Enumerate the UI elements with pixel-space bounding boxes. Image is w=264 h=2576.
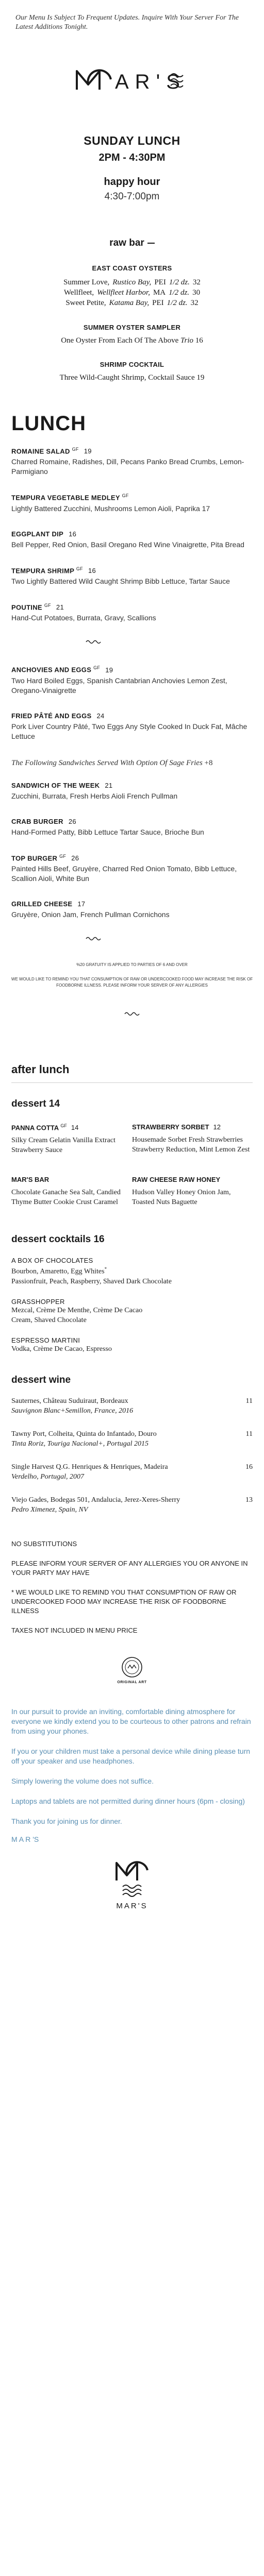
policy-note: NO SUBSTITUTIONS — [11, 1539, 77, 1548]
lunch-group-eggs — [11, 665, 253, 741]
dessert-item — [132, 1176, 253, 1207]
raw-bar-rule — [147, 243, 155, 244]
oyster-half-dozen: 1/2 dz. — [167, 299, 188, 307]
dessert-item — [132, 1123, 253, 1155]
oyster-price: 32 — [190, 299, 199, 307]
footer-logo — [0, 1856, 264, 1912]
lunch-item-title — [11, 493, 253, 501]
dessert-wine-row — [11, 1462, 253, 1482]
dessert-item-name: RAW CHEESE RAW HONEY — [132, 1176, 221, 1184]
dessert-item-price: 14 — [71, 1124, 79, 1132]
dessert-item-price: 12 — [213, 1123, 221, 1131]
lunch-item-price: 21 — [56, 603, 64, 612]
dessert-wine-grape: Pedro Ximenez, Spain, NV — [11, 1505, 88, 1514]
dessert-item-name: STRAWBERRY SORBET — [132, 1123, 209, 1131]
dessert-cocktail-ingredients: Mezcal, Crème De Menthe, Crème De Cacao — [11, 1306, 143, 1314]
sandwich-fries-text: The Following Sandwiches Served With Option Of Sage Fries — [11, 758, 203, 767]
lunch-item — [11, 566, 253, 586]
lunch-item-name: EGGPLANT DIP — [11, 530, 64, 538]
lunch-item-name: TEMPURA SHRIMP — [11, 566, 74, 574]
oyster-row — [0, 287, 264, 298]
lunch-item — [11, 603, 253, 623]
signoff: M A R 'S — [11, 1835, 39, 1843]
lunch-item-name: TEMPURA VEGETABLE MEDLEY — [11, 494, 120, 502]
gratuity-note: %20 GRATUITY IS APPLIED TO PARTIES OF 6 AND OVER — [76, 962, 188, 967]
lunch-item-title — [11, 447, 253, 455]
oyster-sampler-heading: SUMMER OYSTER SAMPLER — [83, 324, 181, 331]
lunch-item-description: Lightly Battered Zucchini, Mushrooms Lemon Aioli, Paprika 17 — [11, 504, 210, 513]
lunch-item-description: Bell Pepper, Red Onion, Basil Oregano Red Wine Vinaigrette, Pita Bread — [11, 540, 244, 549]
dessert-cocktail-name: ESPRESSO MARTINI — [11, 1336, 80, 1344]
lunch-item — [11, 854, 253, 884]
dessert-item-title — [11, 1176, 132, 1183]
dessert-item-description: Housemade Sorbet Fresh Strawberries Strawberry Reduction, Mint Lemon Zest — [132, 1136, 250, 1154]
dining-etiquette-notes — [0, 1707, 264, 1826]
lunch-item-price: 16 — [69, 530, 77, 538]
lunch-item — [11, 900, 253, 920]
dessert-wine-producer: Single Harvest Q.G. Henriques & Henriques, Madeira — [11, 1463, 168, 1471]
gluten-free-badge: GF — [93, 665, 101, 671]
mars-logo — [0, 64, 264, 95]
lunch-item-title — [11, 818, 253, 825]
after-lunch-title: after lunch — [11, 1062, 70, 1076]
footer-brand-name: MAR'S — [116, 1901, 148, 1910]
policy-notes — [0, 1539, 264, 1635]
oyster-name: Wellfleet, — [63, 289, 94, 297]
lunch-item — [11, 530, 253, 550]
wave-divider-icon — [86, 639, 101, 645]
dessert-wine-grape: Verdelho, Portugal, 2007 — [11, 1472, 85, 1481]
dessert-item-title — [132, 1176, 253, 1183]
lunch-item-price: 17 — [77, 900, 86, 908]
oyster-origin: Katama Bay, — [109, 299, 150, 307]
shrimp-cocktail-desc: Three Wild-Caught Shrimp, Cocktail Sauce — [59, 374, 195, 382]
dessert-item-title — [132, 1123, 253, 1131]
sunday-lunch-title: SUNDAY LUNCH — [84, 134, 180, 147]
dessert-wine-price: 16 — [245, 1463, 253, 1471]
gluten-free-badge: GF — [44, 602, 51, 608]
lunch-item-price: 26 — [68, 817, 76, 825]
oyster-row — [0, 298, 264, 308]
dessert-cocktail — [0, 1257, 264, 1286]
lunch-item-title — [11, 530, 253, 538]
wave-divider-icon — [124, 1011, 140, 1016]
lunch-item-name: TOP BURGER — [11, 854, 58, 862]
east-coast-oysters-heading: EAST COAST OYSTERS — [92, 264, 172, 272]
dessert-cocktails-heading — [11, 1234, 264, 1245]
dessert-wine-producer: Tawny Port, Colheita, Quinta do Infantado, Douro — [11, 1430, 157, 1438]
lunch-item-title — [11, 782, 253, 789]
lunch-item — [11, 665, 253, 695]
oyster-half-dozen: 1/2 dz. — [169, 289, 190, 297]
dessert-wine-price: 11 — [245, 1397, 253, 1405]
wave-divider-icon — [86, 936, 101, 941]
svg-text:AR'S: AR'S — [115, 71, 186, 93]
oyster-origin: Rustico Bay, — [112, 278, 152, 286]
oyster-sampler-price: 16 — [195, 336, 203, 345]
lunch-item-description: Two Hard Boiled Eggs, Spanish Cantabrian Anchovies Lemon Zest, Oregano-Vinaigrette — [11, 676, 227, 694]
dessert-wine-heading: dessert wine — [11, 1374, 71, 1385]
dessert-wine-grape: Tinta Roriz, Touriga Nacional+, Portugal 2015 — [11, 1439, 149, 1448]
original-art-seal — [0, 1656, 264, 1684]
lunch-menu — [0, 447, 264, 941]
dessert-row-2 — [0, 1176, 264, 1207]
oyster-list — [0, 277, 264, 308]
dessert-price: 14 — [48, 1098, 60, 1109]
mars-logo-mark — [73, 64, 191, 95]
lunch-item-description: Charred Romaine, Radishes, Dill, Pecans Panko Bread Crumbs, Lemon-Parmigiano — [11, 457, 244, 476]
lunch-item-name: POUTINE — [11, 603, 42, 612]
oyster-state: PEI — [152, 299, 164, 307]
oyster-row — [0, 277, 264, 287]
dessert-heading — [11, 1098, 264, 1110]
sandwich-fries-note — [11, 758, 253, 768]
lunch-item-name: ROMAINE SALAD — [11, 447, 70, 455]
dessert-item — [11, 1123, 132, 1155]
original-art-label: ORIGINAL ART — [117, 1680, 147, 1684]
lunch-item-price: 21 — [105, 781, 113, 789]
dessert-cocktail — [0, 1336, 264, 1354]
lunch-item-description: Gruyère, Onion Jam, French Pullman Cornichons — [11, 910, 170, 919]
etiquette-note: In our pursuit to provide an inviting, comfortable dining atmosphere for everyone we kindly extend you to be courteous to other patrons and refrain from using your phones. — [11, 1707, 251, 1735]
lunch-item-name: ANCHOVIES AND EGGS — [11, 666, 92, 674]
dessert-item — [11, 1176, 132, 1207]
gluten-free-badge: GF — [59, 853, 67, 859]
oyster-price: 30 — [192, 289, 201, 297]
menu-update-notice: Our Menu Is Subject To Frequent Updates. Inquire With Your Server For The Latest Additions Tonight. — [15, 14, 239, 31]
happy-hour-title: happy hour — [104, 176, 160, 188]
lunch-item — [11, 447, 253, 477]
lunch-item-price: 19 — [84, 447, 92, 455]
dessert-wine-name — [11, 1396, 233, 1416]
lunch-item-title — [11, 603, 253, 611]
sunday-lunch-hours: 2PM - 4:30PM — [98, 152, 166, 163]
gluten-free-badge: GF — [60, 1123, 67, 1128]
lunch-group-starters — [11, 447, 253, 623]
happy-hour-hours: 4:30-7:00pm — [104, 191, 160, 202]
dessert-wine-row — [11, 1396, 253, 1416]
oyster-name: Sweet Petite, — [65, 299, 106, 307]
dessert-wine-row — [11, 1495, 253, 1515]
etiquette-note: If you or your children must take a personal device while dining please turn off your speaker and use headphones. — [11, 1747, 251, 1765]
dessert-cocktail-ingredients-2: Passionfruit, Peach, Raspberry, Shaved Dark Chocolate — [11, 1277, 172, 1285]
sandwich-fries-price: +8 — [204, 758, 213, 767]
dessert-cocktail-list — [0, 1257, 264, 1354]
dessert-cocktail-description — [11, 1306, 253, 1315]
gluten-free-badge: GF — [72, 447, 79, 452]
shrimp-cocktail-line — [0, 374, 264, 382]
dessert-wine-grape: Sauvignon Blanc+Semillon, France, 2016 — [11, 1406, 134, 1415]
lunch-item — [11, 712, 253, 741]
dessert-cocktails-price: 16 — [93, 1234, 105, 1245]
policy-note: PLEASE INFORM YOUR SERVER OF ANY ALLERGIES YOU OR ANYONE IN YOUR PARTY MAY HAVE — [11, 1559, 248, 1577]
lunch-item — [11, 493, 253, 513]
lunch-item-name: CRAB BURGER — [11, 817, 63, 825]
etiquette-note: Simply lowering the volume does not suffice. — [11, 1776, 154, 1785]
dessert-wine-list — [0, 1396, 264, 1515]
lunch-item-price: 16 — [88, 566, 96, 574]
dessert-item-description: Chocolate Ganache Sea Salt, Candied Thyme Butter Cookie Crust Caramel — [11, 1189, 121, 1207]
raw-bar-label: raw bar — [109, 238, 144, 248]
dessert-wine-producer: Viejo Gades, Bodegas 501, Andalucia, Jerez-Xeres-Sherry — [11, 1496, 180, 1504]
lunch-item-title — [11, 566, 253, 574]
after-lunch-divider — [11, 1082, 253, 1083]
lunch-item — [11, 782, 253, 801]
dessert-wine-price: 11 — [245, 1430, 253, 1438]
lunch-item-description: Zucchini, Burrata, Fresh Herbs Aioli French Pullman — [11, 791, 178, 800]
dessert-cocktails-title: dessert cocktails — [11, 1234, 91, 1245]
oyster-half-dozen: 1/2 dz. — [169, 278, 190, 286]
lunch-item-description: Hand-Formed Patty, Bibb Lettuce Tartar Sauce, Brioche Bun — [11, 827, 204, 836]
lunch-item-title — [11, 854, 253, 862]
lunch-item-title — [11, 665, 253, 673]
dessert-item-description: Silky Cream Gelatin Vanilla Extract Strawberry Sauce — [11, 1137, 116, 1155]
lunch-item-description: Hand-Cut Potatoes, Burrata, Gravy, Scallions — [11, 614, 156, 622]
lunch-item-price: 19 — [105, 666, 113, 674]
dessert-wine-name — [11, 1462, 233, 1482]
raw-food-warning: WE WOULD LIKE TO REMIND YOU THAT CONSUMPTION OF RAW OR UNDERCOOKED FOOD MAY INCREASE THE RISK OF FOODBORNE ILLNESS. PLEASE INFORM YOUR SERVER OF ANY ALLERGIES — [11, 976, 253, 988]
lunch-item-description: Two Lightly Battered Wild Caught Shrimp Bibb Lettuce, Tartar Sauce — [11, 577, 230, 585]
gluten-free-badge: GF — [76, 566, 83, 571]
dessert-cocktail-description — [11, 1344, 253, 1354]
dessert-item-name: PANNA COTTA — [11, 1124, 59, 1132]
mars-footer-logo-mark — [111, 1856, 153, 1912]
oyster-origin: Wellfleet Harbor, — [97, 289, 150, 297]
dessert-wine-producer: Sauternes, Château Suduiraut, Bordeaux — [11, 1397, 128, 1405]
dessert-cocktail-name: GRASSHOPPER — [11, 1297, 65, 1306]
lunch-item-name: FRIED PÂTÉ AND EGGS — [11, 711, 92, 720]
dessert-item-name: MAR'S BAR — [11, 1176, 50, 1184]
lunch-item-price: 26 — [71, 854, 79, 862]
lunch-title: LUNCH — [11, 412, 86, 435]
oyster-sampler-desc: One Oyster From Each Of The Above — [61, 336, 179, 345]
raw-bar-title — [0, 238, 264, 249]
etiquette-note: Laptops and tablets are not permitted during dinner hours (6pm - closing) — [11, 1797, 245, 1805]
oyster-price: 32 — [192, 278, 201, 286]
oyster-state: MA — [153, 289, 166, 297]
lunch-item-name: SANDWICH OF THE WEEK — [11, 781, 100, 789]
dessert-cocktail — [0, 1298, 264, 1325]
dessert-cocktail-ingredients: Bourbon, Amaretto, Egg Whites — [11, 1267, 105, 1276]
dessert-wine-name — [11, 1495, 233, 1515]
dessert-item-title — [11, 1123, 132, 1131]
oyster-sampler-trio: Trio — [180, 336, 194, 345]
lunch-item-title — [11, 712, 253, 720]
oyster-sampler-line — [0, 336, 264, 345]
policy-note: TAXES NOT INCLUDED IN MENU PRICE — [11, 1626, 138, 1634]
dessert-wine-price: 13 — [245, 1496, 253, 1504]
dessert-item-description: Hudson Valley Honey Onion Jam, Toasted Nuts Baguette — [132, 1189, 231, 1207]
dessert-wine-name — [11, 1429, 233, 1449]
shrimp-cocktail-heading: SHRIMP COCKTAIL — [100, 361, 164, 368]
lunch-item-name: GRILLED CHEESE — [11, 900, 73, 908]
shrimp-cocktail-price: 19 — [196, 374, 205, 382]
lunch-item — [11, 818, 253, 837]
oyster-name: Summer Love, — [63, 278, 110, 286]
dessert-cocktail-description — [11, 1264, 253, 1277]
dessert-wine-row — [11, 1429, 253, 1449]
policy-note: * WE WOULD LIKE TO REMIND YOU THAT CONSUMPTION OF RAW OR UNDERCOOKED FOOD MAY INCREASE THE RISK OF FOODBORNE ILLNESS — [11, 1588, 237, 1615]
lunch-item-title — [11, 900, 253, 908]
lunch-item-description: Pork Liver Country Pâté, Two Eggs Any Style Cooked In Duck Fat, Mâche Lettuce — [11, 722, 248, 740]
lunch-group-sandwiches — [11, 782, 253, 920]
raw-egg-asterisk: * — [104, 1266, 107, 1272]
etiquette-note: Thank you for joining us for dinner. — [11, 1817, 122, 1825]
dessert-title: dessert — [11, 1098, 46, 1109]
original-art-seal-icon — [121, 1656, 143, 1679]
dessert-cocktail-ingredients: Vodka, Crème De Cacao, Espresso — [11, 1345, 112, 1353]
dessert-cocktail-ingredients-2: Cream, Shaved Chocolate — [11, 1316, 87, 1324]
lunch-item-price: 24 — [96, 711, 105, 720]
gluten-free-badge: GF — [122, 493, 129, 499]
lunch-item-description: Painted Hills Beef, Gruyère, Charred Red Onion Tomato, Bibb Lettuce, Scallion Aioli, White Bun — [11, 864, 237, 883]
oyster-state: PEI — [154, 278, 166, 286]
dessert-cocktail-name: A BOX OF CHOCOLATES — [11, 1257, 93, 1265]
dessert-row-1 — [0, 1123, 264, 1155]
